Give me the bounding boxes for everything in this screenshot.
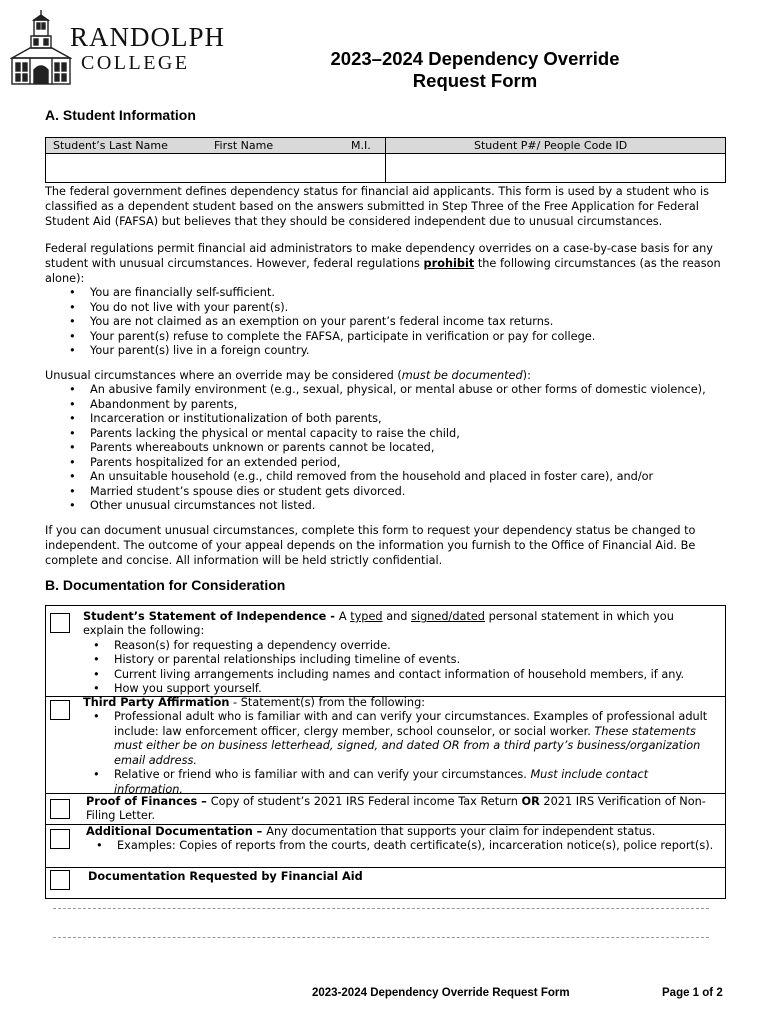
list-item: • You are not claimed as an exemption on your parent’s federal income tax returns. — [45, 315, 729, 330]
title-line-1: 2023–2024 Dependency Override — [330, 48, 620, 69]
affirmation-items-list — [83, 710, 718, 797]
third-party-affirmation-checkbox[interactable] — [50, 700, 70, 720]
column-first-name: First Name — [214, 139, 274, 152]
writing-line-2[interactable] — [53, 937, 709, 939]
list-item: • An unsuitable household (e.g., child removed from the household and placed in foster care), and/or — [45, 470, 729, 485]
list-item: • Reason(s) for requesting a dependency override. — [83, 639, 718, 654]
title-line-2: Request Form — [412, 70, 538, 91]
intro-paragraph-1: The federal government defines dependency status for financial aid applicants. This form is used by a student who is classified as a dependent student based on the answers submitted in Step Three of the Free Application for Federal Student Aid (FAFSA) but believes that they should be considered independent due to unusual circumstances. — [45, 185, 709, 228]
footer-form-name: 2023-2024 Dependency Override Request Form — [312, 987, 570, 999]
list-item: • Incarceration or institutionalization of both parents, — [45, 412, 729, 427]
list-item: • You do not live with your parent(s). — [45, 301, 729, 316]
statement-of-independence-checkbox[interactable] — [50, 613, 70, 633]
intro-paragraph-4: If you can document unusual circumstances, complete this form to request your dependency status be changed to independent. The outcome of your appeal depends on the information you furnish to the Office of Financial Aid. Be complete and concise. All information will be held strictly confidential. — [45, 524, 696, 567]
list-item: • History or parental relationships including timeline of events. — [83, 653, 718, 668]
page-title — [290, 48, 660, 92]
section-b-heading: B. Documentation for Consideration — [45, 577, 286, 593]
prohibit-emphasis: prohibit — [423, 257, 475, 270]
proof-of-finances: Proof of Finances – Copy of student’s 2021 IRS Federal income Tax Return OR 2021 IRS Verification of Non-Filing Letter. — [86, 795, 706, 823]
section-a-heading: A. Student Information — [45, 107, 196, 123]
additional-documentation: Additional Documentation – Any documentation that supports your claim for independent status. • Examples: Copies of reports from the courts, death certificate(s), incarceration notice(s), police report(s). — [86, 825, 721, 854]
statement-items-list — [83, 639, 718, 697]
student-id-field[interactable] — [387, 154, 725, 182]
student-info-table — [45, 137, 726, 183]
requested-documentation: Documentation Requested by Financial Aid — [88, 870, 363, 883]
intro-paragraph-3: Unusual circumstances where an override may be considered (must be documented): • An abusive family environment (e.g., sexual, physical, or mental abuse or other forms of domestic violence), • Abandonment by parents, • Incarceration or institutionalization of both parents, • Parents lacking the physical or mental capacity to raise the child, • Parents whereabouts unknown or parents cannot be located, • Parents hospitalized for an extended period, • An unsuitable household (e.g., child removed from the household and placed in foster care), and/or • Married student’s spouse dies or student gets divorced. • Other unusual circumstances not listed. — [45, 368, 729, 514]
list-item: • Other unusual circumstances not listed. — [45, 499, 729, 514]
additional-documentation-checkbox[interactable] — [50, 829, 70, 849]
list-item: • Professional adult who is familiar with and can verify your circumstances. Examples of professional adult include: law enforcement officer, clergy member, school counselor, or social worker. These statements must either be on business letterhead, signed, and dated OR from a third party’s business/organization email address. — [83, 710, 718, 768]
list-item: • Married student’s spouse dies or student gets divorced. — [45, 485, 729, 500]
list-item: • Current living arrangements including names and contact information of household members, if any. — [83, 668, 718, 683]
third-party-affirmation: Third Party Affirmation - Statement(s) from the following: • Professional adult who is familiar with and can verify your circumstances. Examples of professional adult include: law enforcement officer, clergy member, school counselor, or social worker. These statements must either be on business letterhead, signed, and dated OR from a third party’s business/organization email address. • Relative or friend who is familiar with and can verify your circumstances. Must include contact information. — [83, 696, 718, 797]
list-item: • You are financially self-sufficient. — [45, 286, 729, 301]
requested-documentation-checkbox[interactable] — [50, 870, 70, 890]
list-item: • An abusive family environment (e.g., sexual, physical, or mental abuse or other forms of domestic violence), — [45, 383, 729, 398]
list-item: • Parents lacking the physical or mental capacity to raise the child, — [45, 427, 729, 442]
logo-name: RANDOLPH — [70, 22, 226, 52]
column-student-id: Student P#/ People Code ID — [474, 139, 628, 152]
tower-building-icon — [10, 8, 72, 86]
list-item: • Relative or friend who is familiar with and can verify your circumstances. Must include contact information. — [83, 768, 718, 797]
list-item: • Your parent(s) refuse to complete the FAFSA, participate in verification or pay for college. — [45, 330, 729, 345]
additional-items-list — [86, 839, 721, 854]
column-middle-initial: M.I. — [351, 139, 371, 152]
proof-of-finances-checkbox[interactable] — [50, 799, 70, 819]
list-item: • How you support yourself. — [83, 682, 718, 697]
documentation-table — [45, 605, 726, 899]
writing-line-1[interactable] — [53, 908, 709, 910]
logo-subtitle: COLLEGE — [81, 52, 190, 74]
student-name-field[interactable] — [47, 154, 384, 182]
list-item: • Your parent(s) live in a foreign country. — [45, 344, 729, 359]
footer-page-number: Page 1 of 2 — [662, 987, 723, 999]
list-item: • Parents hospitalized for an extended period, — [45, 456, 729, 471]
list-item: • Parents whereabouts unknown or parents cannot be located, — [45, 441, 729, 456]
intro-paragraph-2: Federal regulations permit financial aid administrators to make dependency overrides on a case-by-case basis for any student with unusual circumstances. However, federal regulations prohibit the following circumstances (as the reason alone): • You are financially self-sufficient. • You do not live with your parent(s). • You are not claimed as an exemption on your parent’s federal income tax returns. • Your parent(s) refuse to complete the FAFSA, participate in verification or pay for college. • Your parent(s) live in a foreign country. — [45, 241, 729, 359]
column-last-name: Student’s Last Name — [53, 139, 168, 152]
prohibited-list — [0, 286, 729, 359]
statement-of-independence: Student’s Statement of Independence - A typed and signed/dated personal statement in which you explain the following: • Reason(s) for requesting a dependency override. • History or parental relationships including timeline of events. • Current living arrangements including names and contact information of household members, if any. • How you support yourself. — [83, 610, 718, 697]
list-item: • Examples: Copies of reports from the courts, death certificate(s), incarceration notice(s), police report(s). — [86, 839, 721, 854]
unusual-circumstances-list — [0, 383, 729, 514]
list-item: • Abandonment by parents, — [45, 398, 729, 413]
